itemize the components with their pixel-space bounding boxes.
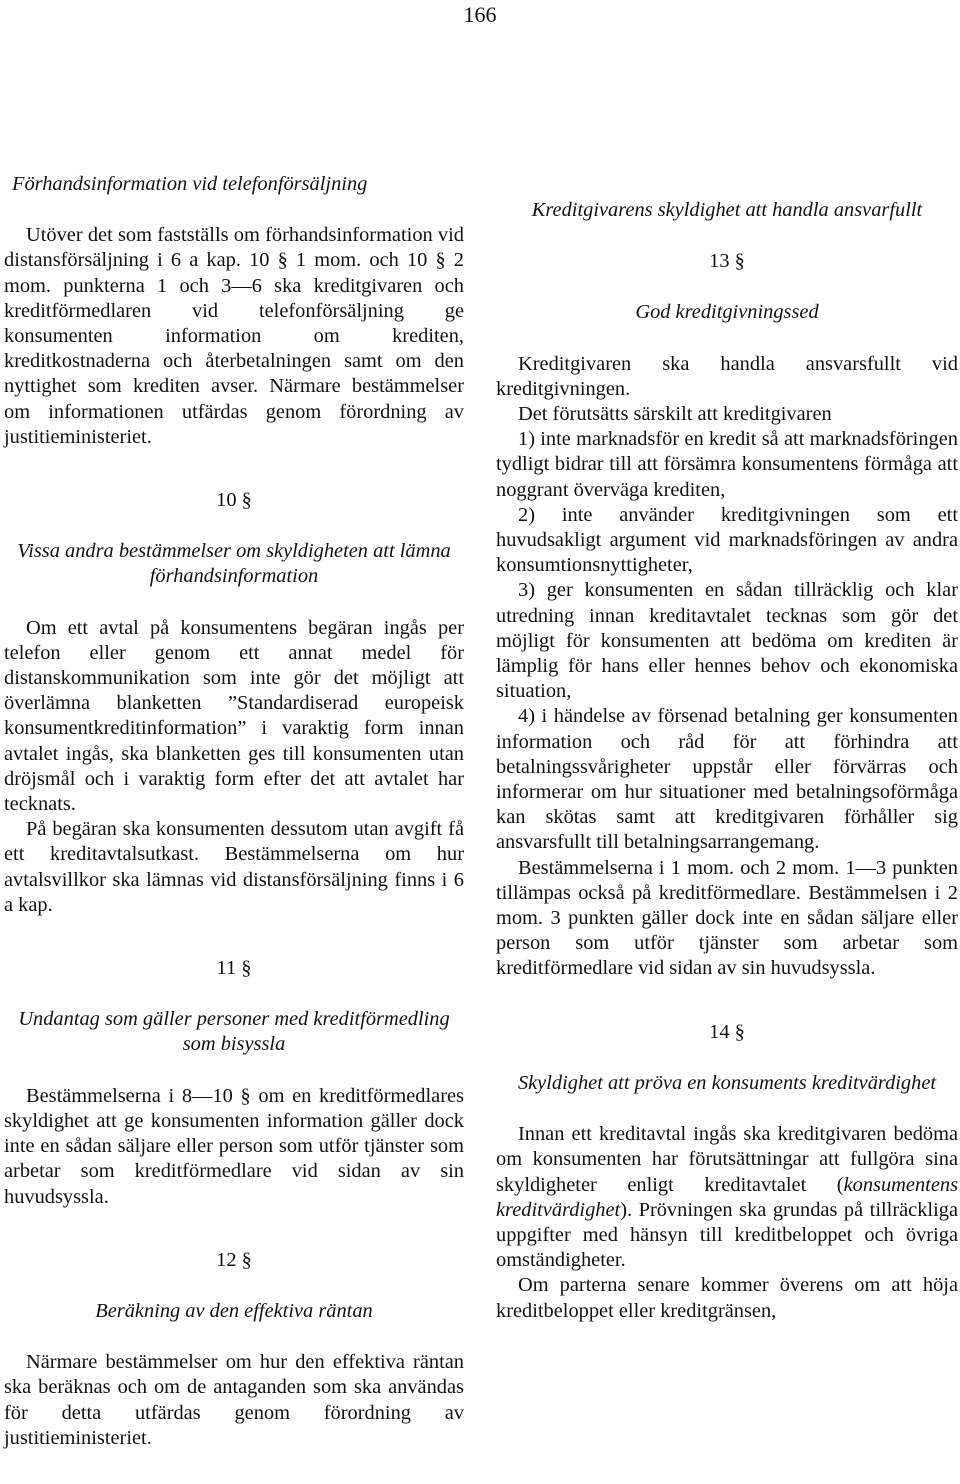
section-10-number: 10 § [216,489,252,512]
section-11-paragraph: Bestämmelserna i 8—10 § om en kreditförmedlares skyldighet att ge konsumenten information gäller dock inte en sådan säljare eller person som utför tjänster som arbetar som kreditförmedlare vid sidan av sin huvudsyssla. [4,1084,464,1208]
section-14-paragraph-1 [496,1122,958,1273]
section-14-defined-term: konsumentens kreditvärdighet [496,1173,958,1221]
section-13-paragraph-1: Kreditgivaren ska handla ansvarsfullt vid kreditgivningen. [496,352,958,400]
section-14-paragraph-2: Om parterna senare kommer överens om att höja kreditbeloppet eller kreditgränsen, [496,1274,958,1322]
section-13-item-4: 4) i händelse av försenad betalning ger konsumenten information och råd för att förhindra att betalningssvårigheter uppstår eller förvärras och informerar om hur situationer med betalningsoförmåga kan skötas samt att kreditgivaren förhåller sig ansvarsfullt till betalningsarrangemang. [496,705,958,854]
section-13-paragraph-2: Det förutsätts särskilt att kreditgivaren [518,403,832,426]
section-12-number: 12 § [216,1248,252,1271]
right-column [496,198,958,1324]
section-10-paragraph-2: På begäran ska konsumenten dessutom utan avgift få ett kreditavtalsutkast. Bestämmelserna om hur avtalsvillkor ska lämnas vid distansförsäljning finns i 6 a kap. [4,818,464,916]
chapter-heading: Kreditgivarens skyldighet att handla ansvarfullt [531,199,923,221]
section-13-title: God kreditgivningssed [635,301,819,324]
left-column [4,172,464,1451]
section-12-title: Beräkning av den effektiva räntan [95,1299,373,1322]
section-11-number: 11 § [216,957,252,980]
section-14-paragraph-1-start: Innan ett kreditavtal ingås ska kreditgivaren bedöma om konsumenten har förutsättningar att fullgöra sina skyldigheter enligt kreditavtalet ( [496,1123,958,1196]
section-13-item-3: 3) ger konsumenten en sådan tillräcklig och klar utredning innan kreditavtalet tecknas som gör det möjligt för konsumenten att bedöma om krediten är lämplig för hans eller hennes behov och ekonomiska situation, [496,579,958,703]
section-12-paragraph: Närmare bestämmelser om hur den effektiva räntan ska beräknas och om de antaganden som ska användas för detta utfärdas genom förordning av justitieministeriet. [4,1351,464,1449]
section-14-paragraph-1-end: ). Prövningen ska grundas på tillräckliga uppgifter med hänsyn till kreditbeloppet och övriga omständigheter. [496,1198,958,1272]
intro-heading: Förhandsinformation vid telefonförsäljning [12,173,368,195]
section-11-title: Undantag som gäller personer med kreditförmedling som bisyssla [18,1008,450,1056]
section-14-number: 14 § [709,1020,745,1043]
section-13-item-2: 2) inte använder kreditgivningen som ett huvudsakligt argument vid marknadsföringen av andra konsumtionsnyttigheter, [496,503,958,577]
section-14-title: Skyldighet att pröva en konsuments kreditvärdighet [517,1071,937,1094]
section-10-paragraph-1: Om ett avtal på konsumentens begäran ingås per telefon eller genom ett annat medel för distanskommunikation som inte gör det möjligt att överlämna blanketten ”Standardiserad europeisk konsumentkreditinformation” i varaktig form innan avtalet ingås, ska blanketten ges till konsumenten utan dröjsmål och i varaktig form efter det att avtalet har tecknats. [4,616,464,816]
section-13-paragraph-3: Bestämmelserna i 1 mom. och 2 mom. 1—3 punkten tillämpas också på kreditförmedlare. Bestämmelsen i 2 mom. 3 punkten gäller dock inte en sådan säljare eller person som utför tjänster som arbetar som kreditförmedlare vid sidan av sin huvudsyssla. [496,856,958,980]
section-10-title: Vissa andra bestämmelser om skyldigheten att lämna förhandsinformation [17,540,451,588]
page-number: 166 [463,2,497,27]
section-13-number: 13 § [709,250,745,273]
section-13-item-1: 1) inte marknadsför en kredit så att marknadsföringen tydligt bidrar till att försämra konsumentens förmåga att noggrant överväga krediten, [496,428,958,501]
intro-paragraph: Utöver det som fastställs om förhandsinformation vid distansförsäljning i 6 a kap. 10 § 1 mom. och 10 § 2 mom. punkterna 1 och 3—6 ska kreditgivaren och kreditförmedlaren vid telefonförsäljning ge konsumenten information om krediten, kreditkostnaderna och återbetalningen samt om den nyttighet som krediten avser. Närmare bestämmelser om informationen utfärdas genom förordning av justitieministeriet. [4,224,464,448]
